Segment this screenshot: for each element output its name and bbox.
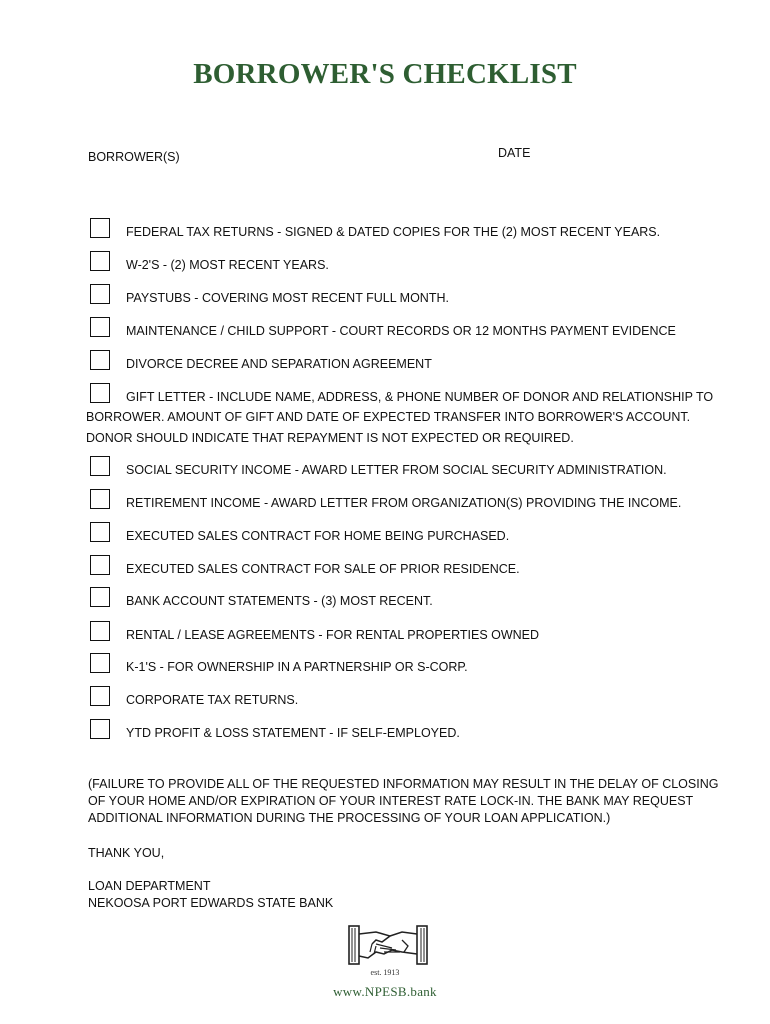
checklist-item-label: CORPORATE TAX RETURNS. [126, 693, 299, 707]
checkbox[interactable] [90, 218, 110, 238]
page-title: BORROWER'S CHECKLIST [193, 58, 577, 90]
notice [88, 776, 718, 827]
checklist-item-label: K-1'S - FOR OWNERSHIP IN A PARTNERSHIP OR S-CORP. [126, 660, 468, 674]
checklist-item-label: PAYSTUBS - COVERING MOST RECENT FULL MONTH. [126, 291, 449, 305]
checklist-item-label: W-2'S - (2) MOST RECENT YEARS. [126, 258, 329, 272]
closing: THANK YOU, [88, 846, 165, 860]
checkbox[interactable] [90, 653, 110, 673]
checkbox[interactable] [90, 555, 110, 575]
checkbox[interactable] [90, 489, 110, 509]
checkbox[interactable] [90, 719, 110, 739]
checklist-item-label: EXECUTED SALES CONTRACT FOR HOME BEING PURCHASED. [126, 529, 510, 543]
checkbox[interactable] [90, 587, 110, 607]
checkbox[interactable] [90, 621, 110, 641]
checklist-item-label: MAINTENANCE / CHILD SUPPORT - COURT RECORDS OR 12 MONTHS PAYMENT EVIDENCE [126, 324, 676, 338]
checkbox[interactable] [90, 251, 110, 271]
checklist-item-label: FEDERAL TAX RETURNS - SIGNED & DATED COPIES FOR THE (2) MOST RECENT YEARS. [126, 225, 661, 239]
website-link[interactable]: www.NPESB.bank [333, 984, 437, 999]
gift-letter-continuation-1: BORROWER. AMOUNT OF GIFT AND DATE OF EXPECTED TRANSFER INTO BORROWER'S ACCOUNT. [86, 410, 691, 424]
logo-established: est. 1913 [370, 968, 400, 977]
notice-line: (FAILURE TO PROVIDE ALL OF THE REQUESTED INFORMATION MAY RESULT IN THE DELAY OF CLOSING [88, 777, 719, 791]
checklist-item-label: EXECUTED SALES CONTRACT FOR SALE OF PRIOR RESIDENCE. [126, 562, 520, 576]
checklist-item-label: GIFT LETTER - INCLUDE NAME, ADDRESS, & PHONE NUMBER OF DONOR AND RELATIONSHIP TO [126, 390, 714, 404]
signature-department: LOAN DEPARTMENT [88, 879, 211, 893]
checklist-item-label: RENTAL / LEASE AGREEMENTS - FOR RENTAL PROPERTIES OWNED [126, 628, 540, 642]
notice-line: OF YOUR HOME AND/OR EXPIRATION OF YOUR INTEREST RATE LOCK-IN. THE BANK MAY REQUEST [88, 794, 694, 808]
checkbox[interactable] [90, 317, 110, 337]
date-label: DATE [498, 146, 531, 160]
checkbox[interactable] [90, 522, 110, 542]
notice-line: ADDITIONAL INFORMATION DURING THE PROCESSING OF YOUR LOAN APPLICATION.) [88, 811, 611, 825]
checkbox[interactable] [90, 686, 110, 706]
checklist-item-label: BANK ACCOUNT STATEMENTS - (3) MOST RECENT. [126, 594, 433, 608]
checklist-item-label: SOCIAL SECURITY INCOME - AWARD LETTER FROM SOCIAL SECURITY ADMINISTRATION. [126, 463, 667, 477]
checklist-item-label: DIVORCE DECREE AND SEPARATION AGREEMENT [126, 357, 432, 371]
checkbox[interactable] [90, 284, 110, 304]
signature [88, 878, 333, 912]
signature-bank-name: NEKOOSA PORT EDWARDS STATE BANK [88, 896, 334, 910]
checkbox[interactable] [90, 383, 110, 403]
handshake-icon [346, 922, 430, 974]
checklist-item-label: RETIREMENT INCOME - AWARD LETTER FROM ORGANIZATION(S) PROVIDING THE INCOME. [126, 496, 682, 510]
borrower-label: BORROWER(S) [88, 150, 180, 164]
checklist-item-label: YTD PROFIT & LOSS STATEMENT - IF SELF-EMPLOYED. [126, 726, 460, 740]
checkbox[interactable] [90, 350, 110, 370]
gift-letter-continuation-2: DONOR SHOULD INDICATE THAT REPAYMENT IS NOT EXPECTED OR REQUIRED. [86, 431, 574, 445]
checkbox[interactable] [90, 456, 110, 476]
